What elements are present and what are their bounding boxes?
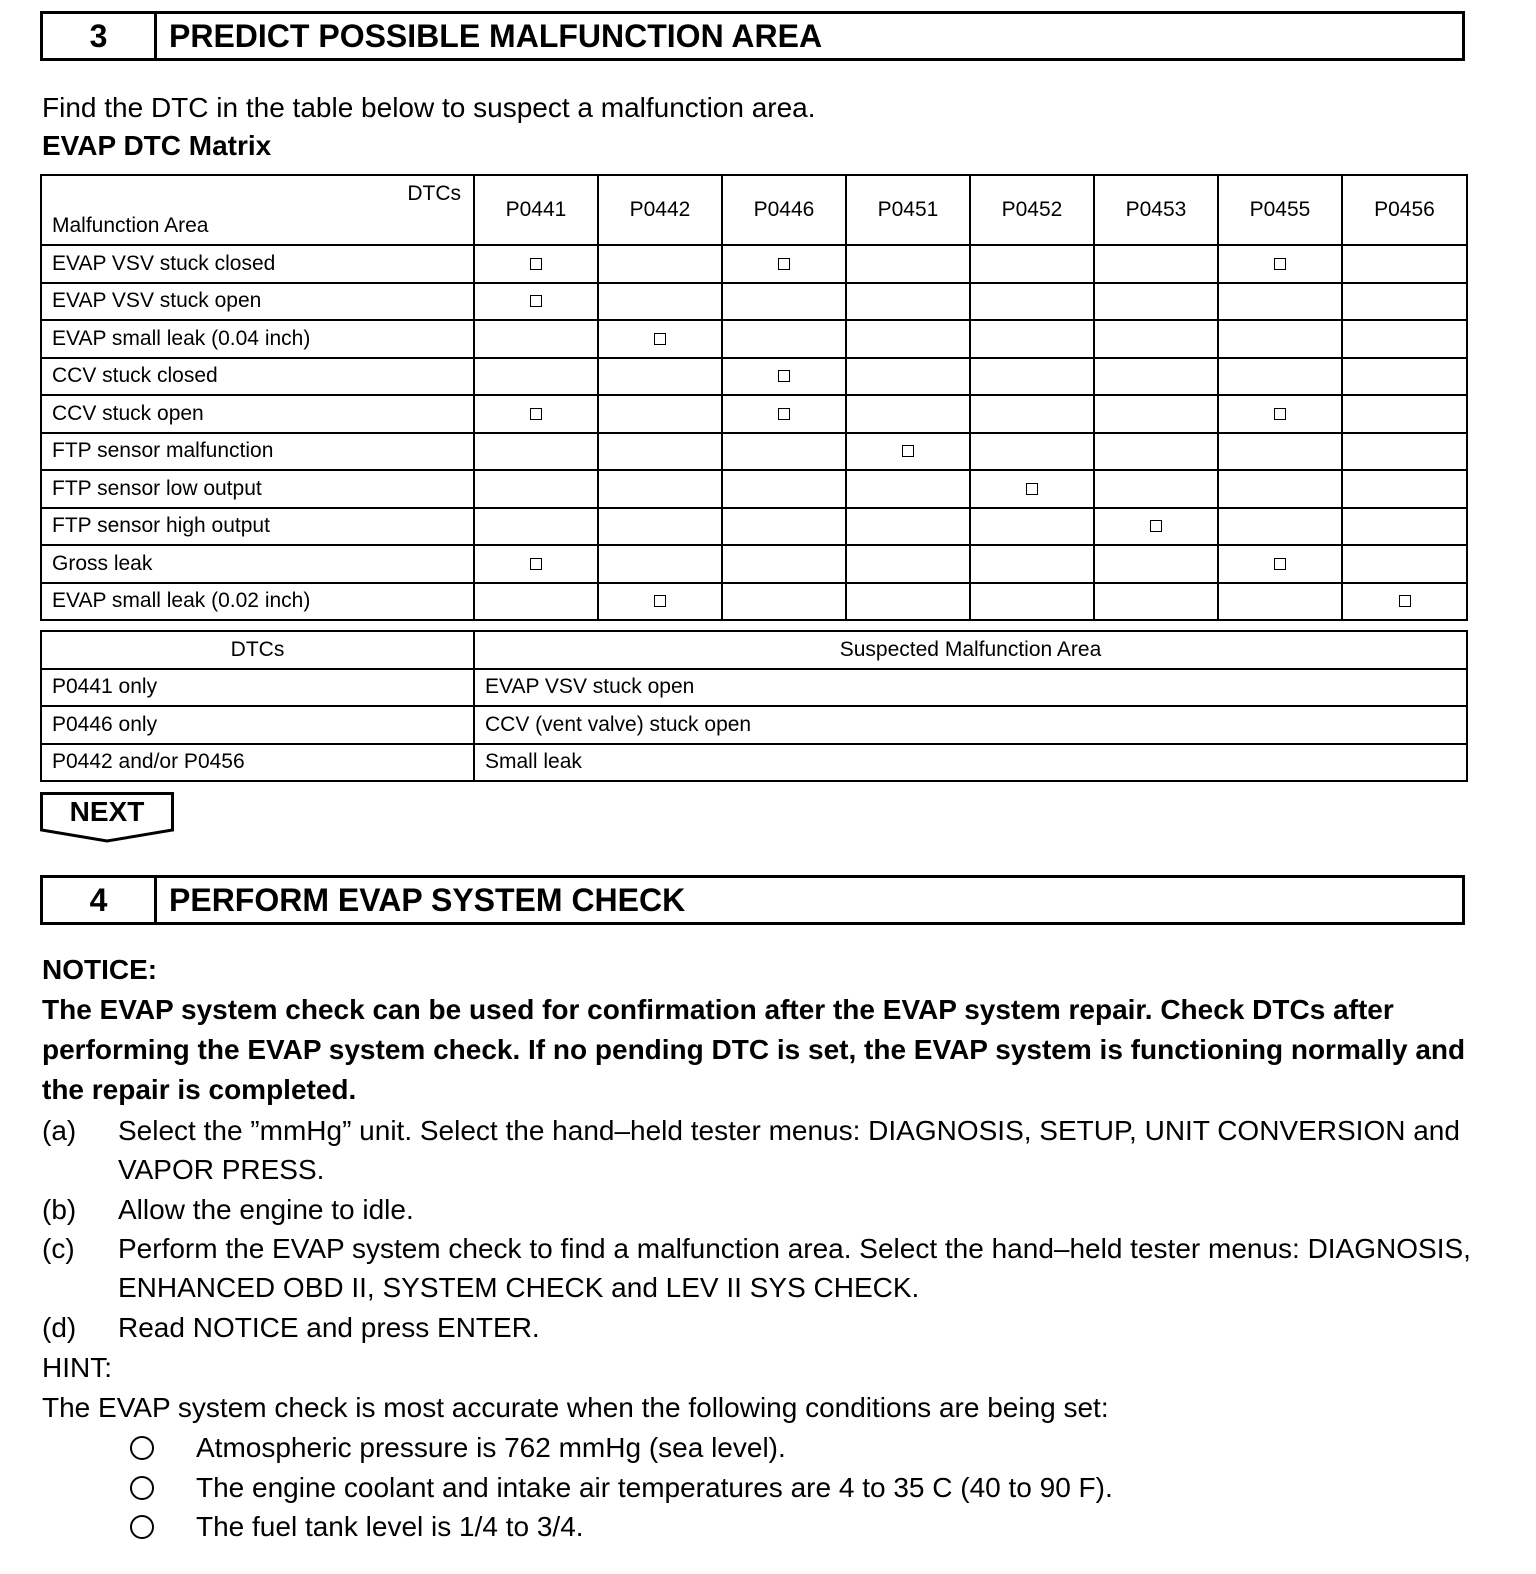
matrix-cell [598, 433, 722, 471]
matrix-cell [722, 545, 846, 583]
matrix-cell [722, 395, 846, 433]
area-cell: Small leak [474, 744, 1467, 782]
checkbox-mark-icon [530, 258, 542, 270]
matrix-cell [970, 245, 1094, 283]
matrix-cell [598, 395, 722, 433]
matrix-cell [1342, 470, 1467, 508]
matrix-cell [1342, 395, 1467, 433]
matrix-cell [598, 508, 722, 546]
matrix-row [41, 245, 1467, 283]
step-number: 3 [43, 14, 157, 58]
dtc-code-header: P0452 [970, 175, 1094, 245]
matrix-row [41, 358, 1467, 396]
matrix-cell [1218, 320, 1342, 358]
matrix-cell [474, 433, 598, 471]
checkbox-mark-icon [1026, 483, 1038, 495]
step-number: 4 [43, 878, 157, 922]
malfunction-area-label: FTP sensor malfunction [41, 433, 474, 471]
malfunction-area-label: CCV stuck open [41, 395, 474, 433]
matrix-cell [474, 583, 598, 621]
matrix-row [41, 395, 1467, 433]
malfunction-area-label: EVAP small leak (0.04 inch) [41, 320, 474, 358]
matrix-cell [970, 358, 1094, 396]
matrix-cell [598, 583, 722, 621]
matrix-cell [1094, 583, 1218, 621]
matrix-cell [598, 545, 722, 583]
matrix-cell [846, 358, 970, 396]
dtc-code-header: P0451 [846, 175, 970, 245]
matrix-cell [1094, 470, 1218, 508]
matrix-cell [970, 283, 1094, 321]
checkbox-mark-icon [1399, 595, 1411, 607]
matrix-row [41, 283, 1467, 321]
dtc-code-header: P0441 [474, 175, 598, 245]
matrix-cell [846, 245, 970, 283]
hint-heading: HINT: [42, 1352, 112, 1383]
suspected-area-header: Suspected Malfunction Area [474, 631, 1467, 669]
checkbox-mark-icon [654, 333, 666, 345]
matrix-title: EVAP DTC Matrix [42, 130, 272, 161]
condition-text: The engine coolant and intake air temperatures are 4 to 35 C (40 to 90 F). [196, 1472, 1113, 1503]
matrix-cell [1218, 433, 1342, 471]
corner-area-label: Malfunction Area [52, 214, 209, 237]
next-label: NEXT [69, 796, 145, 827]
matrix-cell [598, 320, 722, 358]
matrix-row [41, 433, 1467, 471]
step-item [42, 1229, 1472, 1307]
suspect-row [41, 706, 1467, 744]
malfunction-area-label: EVAP VSV stuck closed [41, 245, 474, 283]
checkbox-mark-icon [1150, 520, 1162, 532]
checkbox-mark-icon [654, 595, 666, 607]
suspected-area-table [40, 630, 1468, 782]
matrix-cell [598, 470, 722, 508]
matrix-header-row [41, 175, 1467, 245]
matrix-cell [722, 583, 846, 621]
checkbox-mark-icon [530, 295, 542, 307]
intro-text: Find the DTC in the table below to suspect a malfunction area. [42, 92, 816, 123]
matrix-cell [474, 320, 598, 358]
matrix-cell [722, 283, 846, 321]
dtc-code-header: P0453 [1094, 175, 1218, 245]
matrix-cell [846, 283, 970, 321]
hint-text: The EVAP system check is most accurate when the following conditions are being set: [42, 1392, 1109, 1423]
matrix-corner-cell [41, 175, 474, 245]
matrix-cell [474, 245, 598, 283]
checkbox-mark-icon [778, 408, 790, 420]
matrix-cell [1218, 583, 1342, 621]
step-title: PREDICT POSSIBLE MALFUNCTION AREA [169, 17, 823, 54]
matrix-cell [1342, 245, 1467, 283]
matrix-cell [1342, 358, 1467, 396]
condition-text: The fuel tank level is 1/4 to 3/4. [196, 1511, 584, 1542]
checkbox-mark-icon [530, 408, 542, 420]
step-item [42, 1190, 1472, 1229]
matrix-cell [1094, 320, 1218, 358]
suspect-row [41, 669, 1467, 707]
matrix-cell [1342, 508, 1467, 546]
checkbox-mark-icon [902, 445, 914, 457]
matrix-cell [722, 358, 846, 396]
matrix-cell [1342, 583, 1467, 621]
step-text: Read NOTICE and press ENTER. [118, 1312, 540, 1343]
matrix-cell [1218, 395, 1342, 433]
matrix-cell [1094, 508, 1218, 546]
suspect-header-row [41, 631, 1467, 669]
checkbox-mark-icon [1274, 258, 1286, 270]
matrix-cell [1218, 283, 1342, 321]
matrix-cell [474, 395, 598, 433]
matrix-cell [1342, 433, 1467, 471]
area-cell: EVAP VSV stuck open [474, 669, 1467, 707]
dtc-cell: P0441 only [41, 669, 474, 707]
matrix-cell [598, 283, 722, 321]
matrix-cell [970, 395, 1094, 433]
dtc-code-header: P0456 [1342, 175, 1467, 245]
circle-bullet-icon [130, 1436, 154, 1460]
malfunction-area-label: FTP sensor low output [41, 470, 474, 508]
checkbox-mark-icon [1274, 558, 1286, 570]
matrix-cell [846, 545, 970, 583]
malfunction-area-label: EVAP VSV stuck open [41, 283, 474, 321]
matrix-row [41, 583, 1467, 621]
matrix-cell [1094, 395, 1218, 433]
matrix-cell [474, 545, 598, 583]
matrix-cell [1342, 545, 1467, 583]
matrix-cell [1342, 320, 1467, 358]
step-item [42, 1111, 1472, 1189]
dtcs-header: DTCs [41, 631, 474, 669]
matrix-cell [474, 470, 598, 508]
matrix-cell [970, 320, 1094, 358]
matrix-cell [474, 508, 598, 546]
matrix-cell [970, 470, 1094, 508]
malfunction-area-label: CCV stuck closed [41, 358, 474, 396]
matrix-cell [1094, 245, 1218, 283]
matrix-cell [1094, 358, 1218, 396]
step-text: Allow the engine to idle. [118, 1194, 414, 1225]
step-label: (d) [42, 1312, 77, 1343]
matrix-cell [846, 583, 970, 621]
evap-dtc-matrix [40, 174, 1468, 621]
matrix-cell [722, 245, 846, 283]
matrix-cell [1094, 283, 1218, 321]
step-text: Select the ”mmHg” unit. Select the hand–held tester menus: DIAGNOSIS, SETUP, UNIT CONVERSION and VAPOR PRESS. [118, 1115, 1460, 1185]
matrix-row [41, 545, 1467, 583]
matrix-cell [722, 470, 846, 508]
matrix-cell [1218, 470, 1342, 508]
notice-text: The EVAP system check can be used for confirmation after the EVAP system repair. Check DTCs after performing the EVAP system check. If no pending DTC is set, the EVAP system is functioning normally and the repair is completed. [42, 994, 1466, 1105]
dtc-code-header: P0442 [598, 175, 722, 245]
dtc-code-header: P0455 [1218, 175, 1342, 245]
corner-dtcs-label: DTCs [407, 182, 461, 205]
matrix-cell [846, 320, 970, 358]
matrix-cell [970, 583, 1094, 621]
matrix-cell [598, 358, 722, 396]
step-text: Perform the EVAP system check to find a malfunction area. Select the hand–held tester menus: DIAGNOSIS, ENHANCED OBD II, SYSTEM CHECK and LEV II SYS CHECK. [118, 1233, 1471, 1303]
step-label: (a) [42, 1115, 77, 1146]
next-tag [40, 792, 174, 842]
notice-heading: NOTICE: [42, 954, 158, 985]
circle-bullet-icon [130, 1515, 154, 1539]
checkbox-mark-icon [1274, 408, 1286, 420]
matrix-cell [722, 320, 846, 358]
matrix-cell [846, 470, 970, 508]
matrix-cell [1218, 358, 1342, 396]
step-4-header [40, 875, 1465, 925]
matrix-cell [846, 508, 970, 546]
checkbox-mark-icon [778, 258, 790, 270]
malfunction-area-label: FTP sensor high output [41, 508, 474, 546]
step-item [42, 1308, 1472, 1347]
step-title: PERFORM EVAP SYSTEM CHECK [169, 881, 686, 918]
dtc-cell: P0446 only [41, 706, 474, 744]
matrix-cell [1094, 545, 1218, 583]
step-label: (b) [42, 1194, 77, 1225]
suspect-row [41, 744, 1467, 782]
checkbox-mark-icon [530, 558, 542, 570]
matrix-cell [1218, 245, 1342, 283]
matrix-cell [1342, 283, 1467, 321]
dtc-cell: P0442 and/or P0456 [41, 744, 474, 782]
dtc-code-header: P0446 [722, 175, 846, 245]
matrix-cell [970, 508, 1094, 546]
matrix-row [41, 320, 1467, 358]
matrix-cell [970, 545, 1094, 583]
matrix-cell [1094, 433, 1218, 471]
matrix-cell [474, 358, 598, 396]
matrix-cell [846, 433, 970, 471]
matrix-cell [1218, 545, 1342, 583]
matrix-cell [598, 245, 722, 283]
condition-text: Atmospheric pressure is 762 mmHg (sea level). [196, 1432, 786, 1463]
matrix-cell [846, 395, 970, 433]
matrix-row [41, 508, 1467, 546]
matrix-cell [1218, 508, 1342, 546]
matrix-row [41, 470, 1467, 508]
malfunction-area-label: Gross leak [41, 545, 474, 583]
matrix-cell [722, 433, 846, 471]
checkbox-mark-icon [778, 370, 790, 382]
area-cell: CCV (vent valve) stuck open [474, 706, 1467, 744]
circle-bullet-icon [130, 1476, 154, 1500]
matrix-cell [970, 433, 1094, 471]
matrix-cell [474, 283, 598, 321]
malfunction-area-label: EVAP small leak (0.02 inch) [41, 583, 474, 621]
matrix-cell [722, 508, 846, 546]
step-label: (c) [42, 1233, 75, 1264]
step-3-header [40, 11, 1465, 61]
